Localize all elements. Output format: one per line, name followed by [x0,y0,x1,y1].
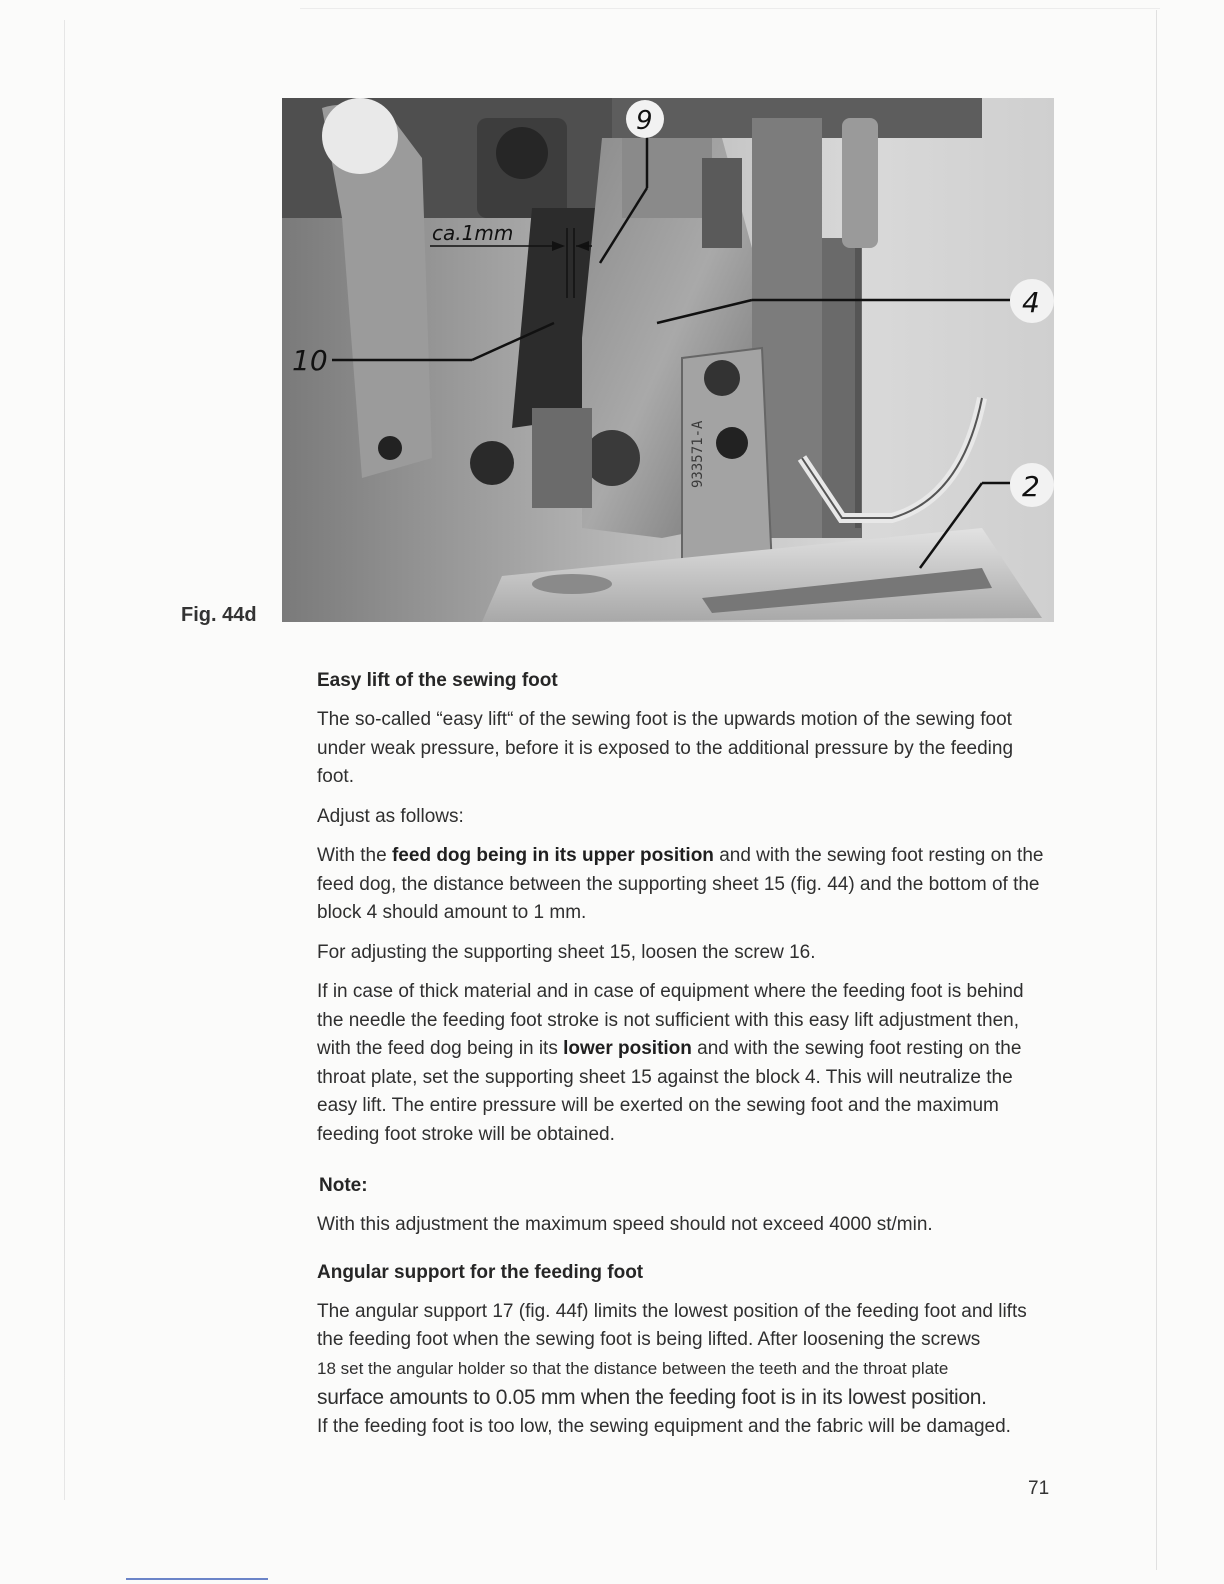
callout-4: 4 [1022,286,1040,319]
angular-support-paragraph-4: If the feeding foot is too low, the sewing equipment and the fabric will be damaged. [317,1415,1011,1437]
easy-lift-heading: Easy lift of the sewing foot [317,670,558,691]
part-stamp: 933571-A [690,420,706,488]
note-heading: Note: [319,1175,368,1196]
easy-lift-paragraph-5: If in case of thick material and in case of equipment where the feeding foot is behind the needle the feeding foot stroke is not sufficient with this easy lift adjustment then, with the feed dog being in its lower position and with the sewing foot resting on the throat plate, set the supporting sheet 15 against the block 4. This will neutralize the easy lift. The entire pressure will be exerted on the sewing foot and the maximum feeding foot stroke will be obtained. [317,981,1024,1145]
callout-10: 10 [292,344,328,377]
page-edge-top [300,8,1160,9]
figure-caption: Fig. 44d [181,604,257,626]
page-number: 71 [1028,1478,1050,1499]
page-edge-left [64,20,65,1500]
sewing-foot-photo-illustration [282,98,1054,622]
note-text: With this adjustment the maximum speed should not exceed 4000 st/min. [317,1214,933,1235]
angular-support-heading: Angular support for the feeding foot [317,1261,644,1283]
easy-lift-paragraph-4: For adjusting the supporting sheet 15, loosen the screw 16. [317,941,816,963]
easy-lift-paragraph-3: With the feed dog being in its upper position and with the sewing foot resting on the feed dog, the distance between the supporting sheet 15 (fig. 44) and the bottom of the block 4 should amount to 1 mm. [317,845,1044,923]
callout-9: 9 [636,106,653,136]
bottom-rule [126,1578,268,1580]
angular-support-paragraph-2: 18 set the angular holder so that the distance between the teeth and the throat plate [317,1358,949,1378]
dimension-label: ca.1mm [432,221,514,245]
angular-support-paragraph-1: The angular support 17 (fig. 44f) limits the lowest position of the feeding foot and lifts the feeding foot when the sewing foot is being lifted. After loosening the screws [317,1300,1027,1350]
page-edge-right [1156,10,1157,1570]
easy-lift-paragraph-1: The so-called “easy lift“ of the sewing foot is the upwards motion of the sewing foot under weak pressure, before it is exposed to the additional pressure by the feeding foot. [317,709,1014,787]
easy-lift-paragraph-2: Adjust as follows: [317,805,464,827]
figure-photo [282,98,1054,622]
callout-2: 2 [1022,470,1040,503]
angular-support-paragraph-3: surface amounts to 0.05 mm when the feeding foot is in its lowest position. [317,1385,987,1409]
main-text [317,670,1055,1452]
